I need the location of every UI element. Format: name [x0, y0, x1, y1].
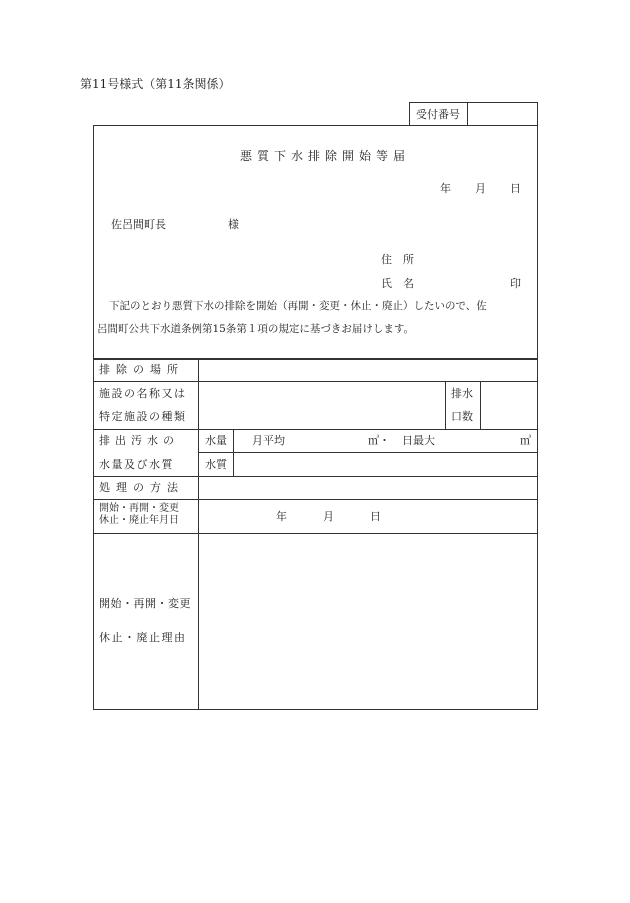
- date-label-line1: 開始・再開・変更: [99, 503, 179, 514]
- daily-max-label: 日最大: [402, 434, 435, 447]
- body-line-1: 下記のとおり悪質下水の排除を開始（再開・変更・休止・廃止）したいので、佐: [109, 300, 487, 312]
- row-line: [93, 429, 538, 430]
- start-date-day: 日: [370, 510, 381, 523]
- date-day-label: 日: [510, 182, 521, 195]
- outlet-divider: [445, 381, 446, 429]
- outlet-label-line2: 口数: [451, 410, 473, 423]
- address-label: 住 所: [381, 253, 414, 266]
- name-label: 氏 名: [381, 277, 414, 290]
- date-year-label: 年: [440, 182, 451, 195]
- facility-label-line1: 施設の名称又は: [99, 387, 187, 400]
- monthly-average-label: 月平均: [252, 434, 285, 447]
- honorific: 様: [228, 218, 239, 231]
- receipt-box: [409, 102, 538, 126]
- receipt-number-field[interactable]: [468, 103, 537, 125]
- reason-label-line1: 開始・再開・変更: [99, 597, 191, 610]
- discharge-label-line1: 排出汚水の: [99, 434, 179, 447]
- treatment-label: 処理の方法: [99, 481, 184, 494]
- addressee: 佐呂間町長: [111, 218, 166, 231]
- place-label: 排除の場所: [99, 363, 184, 376]
- seal-mark: 印: [510, 277, 521, 290]
- reason-field[interactable]: [199, 534, 537, 709]
- facility-field[interactable]: [199, 382, 445, 429]
- receipt-label: 受付番号: [416, 108, 460, 121]
- start-date-month: 月: [323, 510, 334, 523]
- body-line-2: 呂間町公共下水道条例第15条第１項の規定に基づきお届けします。: [97, 323, 415, 335]
- outlet-count-field[interactable]: [481, 382, 537, 429]
- treatment-field[interactable]: [199, 477, 537, 499]
- facility-label-line2: 特定施設の種類: [99, 410, 187, 423]
- outlet-label-line1: 排水: [451, 387, 473, 400]
- start-date-year: 年: [276, 510, 287, 523]
- reason-label-line2: 休止・廃止理由: [99, 631, 187, 644]
- row-line: [93, 499, 538, 500]
- monthly-unit: ㎥・: [368, 434, 390, 447]
- daily-unit: ㎥: [520, 434, 531, 447]
- water-quality-field[interactable]: [234, 453, 537, 476]
- water-amount-label: 水量: [205, 434, 227, 447]
- date-month-label: 月: [475, 182, 486, 195]
- discharge-label-line2: 水量及び水質: [99, 458, 174, 471]
- form-number: 第11号様式（第11条関係）: [80, 77, 231, 91]
- form-title: 悪質下水排除開始等届: [240, 149, 411, 163]
- date-label-line2: 休止・廃止年月日: [99, 515, 179, 526]
- place-field[interactable]: [199, 359, 537, 381]
- water-quality-label: 水質: [205, 458, 227, 471]
